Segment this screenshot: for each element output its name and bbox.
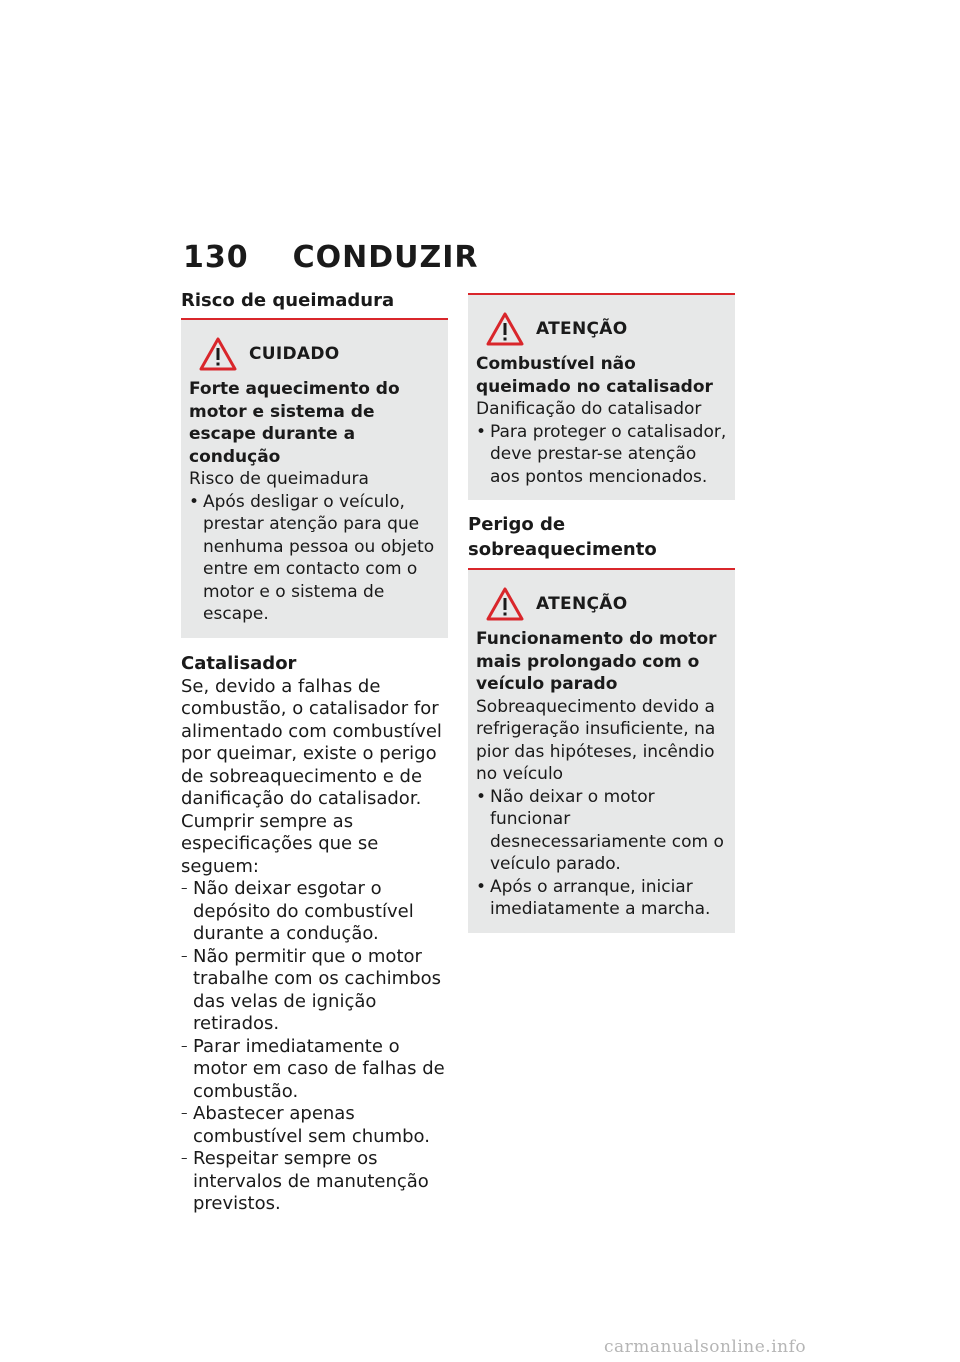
caution-panel xyxy=(181,318,448,638)
caution-bullets xyxy=(189,491,440,626)
attention-label-1: ATENÇÃO xyxy=(536,319,628,339)
caution-label: CUIDADO xyxy=(249,344,340,364)
list-item: • Após o arranque, iniciar imediatamente a marcha. xyxy=(476,876,727,921)
warning-triangle-icon xyxy=(486,312,524,346)
attention-bullets-2 xyxy=(476,786,727,921)
attention-bullets-1 xyxy=(476,421,727,489)
list-item: – Não deixar esgotar o depósito do combustível durante a condução. xyxy=(181,878,448,946)
catalyst-items xyxy=(181,878,448,1216)
attention-panel-2 xyxy=(468,568,735,933)
caution-title: Forte aquecimento do motor e sistema de escape durante a condução xyxy=(189,379,400,467)
catalyst-title: Catalisador xyxy=(181,652,297,674)
watermark-text: carmanualsonline.info xyxy=(604,1337,807,1357)
right-column xyxy=(468,288,735,933)
list-item: • Não deixar o motor funcionar desnecessariamente com o veículo parado. xyxy=(476,786,727,876)
section-title-overheat: Perigo de sobreaquecimento xyxy=(468,514,657,560)
warning-triangle-icon xyxy=(486,587,524,621)
caution-header xyxy=(199,336,440,372)
list-item: – Abastecer apenas combustível sem chumbo. xyxy=(181,1103,448,1148)
list-item: – Não permitir que o motor trabalhe com os cachimbos das velas de ignição retirados. xyxy=(181,946,448,1036)
list-item: • Para proteger o catalisador, deve prestar-se atenção aos pontos mencionados. xyxy=(476,421,727,489)
caution-text: Risco de queimadura xyxy=(189,469,369,489)
attention-panel-1 xyxy=(468,293,735,500)
attention-text-2: Sobreaquecimento devido a refrigeração insuficiente, na pior das hipóteses, incêndio no veículo xyxy=(476,696,716,784)
warning-triangle-icon xyxy=(199,337,237,371)
section-title-burn: Risco de queimadura xyxy=(181,290,395,311)
left-column xyxy=(181,288,448,1216)
page-number: 130 xyxy=(183,240,249,275)
attention-title-1: Combustível não queimado no catalisador xyxy=(476,354,713,397)
chapter-title: CONDUZIR xyxy=(292,240,479,275)
catalyst-paragraph-1: Se, devido a falhas de combustão, o catalisador for alimentado com combustível por queimar, existe o perigo de sobreaquecimento e de danificação do catalisador. xyxy=(181,675,442,809)
list-item: – Respeitar sempre os intervalos de manutenção previstos. xyxy=(181,1148,448,1216)
catalyst-paragraph-2: Cumprir sempre as especificações que se seguem: xyxy=(181,810,379,877)
page-header xyxy=(183,240,479,275)
attention-title-2: Funcionamento do motor mais prolongado com o veículo parado xyxy=(476,629,717,694)
list-item: • Após desligar o veículo, prestar atenção para que nenhuma pessoa ou objeto entre em contacto com o motor e o sistema de escape. xyxy=(189,491,440,626)
list-item: – Parar imediatamente o motor em caso de falhas de combustão. xyxy=(181,1036,448,1104)
attention-label-2: ATENÇÃO xyxy=(536,594,628,614)
attention-header-1 xyxy=(486,311,727,347)
attention-text-1: Danificação do catalisador xyxy=(476,399,702,419)
attention-header-2 xyxy=(486,586,727,622)
